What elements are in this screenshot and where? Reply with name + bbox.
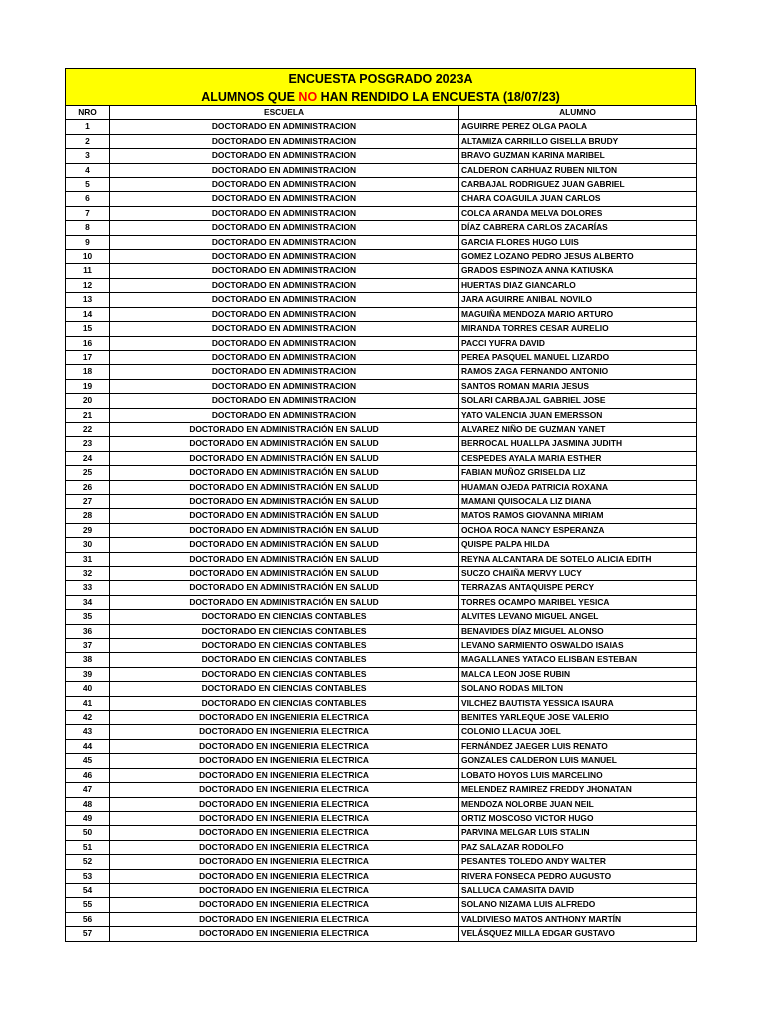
row-alumno: GOMEZ LOZANO PEDRO JESUS ALBERTO [459,250,697,264]
survey-sheet [65,68,696,942]
table-row [66,365,697,379]
row-escuela: DOCTORADO EN INGENIERIA ELECTRICA [110,883,459,897]
row-alumno: GRADOS ESPINOZA ANNA KATIUSKA [459,264,697,278]
table-row [66,552,697,566]
table-row [66,163,697,177]
table-row [66,711,697,725]
row-escuela: DOCTORADO EN ADMINISTRACION [110,120,459,134]
row-escuela: DOCTORADO EN CIENCIAS CONTABLES [110,624,459,638]
table-row [66,466,697,480]
table-row [66,696,697,710]
row-escuela: DOCTORADO EN ADMINISTRACION [110,350,459,364]
row-alumno: SOLARI CARBAJAL GABRIEL JOSE [459,394,697,408]
row-escuela: DOCTORADO EN ADMINISTRACION [110,206,459,220]
row-escuela: DOCTORADO EN INGENIERIA ELECTRICA [110,711,459,725]
row-nro: 25 [66,466,110,480]
row-nro: 14 [66,307,110,321]
row-escuela: DOCTORADO EN CIENCIAS CONTABLES [110,682,459,696]
table-row [66,437,697,451]
table-row [66,927,697,941]
row-escuela: DOCTORADO EN INGENIERIA ELECTRICA [110,754,459,768]
row-escuela: DOCTORADO EN ADMINISTRACIÓN EN SALUD [110,567,459,581]
row-alumno: CALDERON CARHUAZ RUBEN NILTON [459,163,697,177]
table-row [66,322,697,336]
table-body [66,120,697,941]
row-nro: 47 [66,783,110,797]
row-alumno: YATO VALENCIA JUAN EMERSSON [459,408,697,422]
row-alumno: REYNA ALCANTARA DE SOTELO ALICIA EDITH [459,552,697,566]
table-row [66,610,697,624]
table-row [66,883,697,897]
row-escuela: DOCTORADO EN ADMINISTRACION [110,379,459,393]
table-row [66,509,697,523]
row-alumno: QUISPE PALPA HILDA [459,538,697,552]
row-escuela: DOCTORADO EN ADMINISTRACION [110,336,459,350]
row-escuela: DOCTORADO EN INGENIERIA ELECTRICA [110,797,459,811]
row-alumno: ORTIZ MOSCOSO VICTOR HUGO [459,811,697,825]
students-table [65,105,697,942]
title-banner [65,68,696,106]
title-line-2-post: HAN RENDIDO LA ENCUESTA (18/07/23) [317,90,560,104]
table-row [66,178,697,192]
row-alumno: COLONIO LLACUA JOEL [459,725,697,739]
row-escuela: DOCTORADO EN ADMINISTRACION [110,365,459,379]
row-alumno: MATOS RAMOS GIOVANNA MIRIAM [459,509,697,523]
table-row [66,480,697,494]
table-row [66,206,697,220]
row-alumno: PAZ SALAZAR RODOLFO [459,840,697,854]
row-escuela: DOCTORADO EN CIENCIAS CONTABLES [110,639,459,653]
table-row [66,250,697,264]
row-escuela: DOCTORADO EN ADMINISTRACION [110,192,459,206]
table-row [66,624,697,638]
row-nro: 3 [66,149,110,163]
row-alumno: CARBAJAL RODRIGUEZ JUAN GABRIEL [459,178,697,192]
row-alumno: VALDIVIESO MATOS ANTHONY MARTÍN [459,912,697,926]
table-row [66,394,697,408]
row-escuela: DOCTORADO EN INGENIERIA ELECTRICA [110,840,459,854]
table-row [66,149,697,163]
row-escuela: DOCTORADO EN CIENCIAS CONTABLES [110,696,459,710]
row-escuela: DOCTORADO EN ADMINISTRACION [110,221,459,235]
row-escuela: DOCTORADO EN ADMINISTRACIÓN EN SALUD [110,466,459,480]
row-escuela: DOCTORADO EN CIENCIAS CONTABLES [110,610,459,624]
row-nro: 44 [66,739,110,753]
table-row [66,278,697,292]
row-nro: 4 [66,163,110,177]
table-row [66,192,697,206]
table-row [66,221,697,235]
row-alumno: SOLANO RODAS MILTON [459,682,697,696]
row-nro: 11 [66,264,110,278]
table-row [66,826,697,840]
row-alumno: SANTOS ROMAN MARIA JESUS [459,379,697,393]
row-escuela: DOCTORADO EN ADMINISTRACION [110,307,459,321]
row-alumno: CHARA COAGUILA JUAN CARLOS [459,192,697,206]
row-nro: 5 [66,178,110,192]
row-escuela: DOCTORADO EN ADMINISTRACION [110,235,459,249]
row-alumno: COLCA ARANDA MELVA DOLORES [459,206,697,220]
table-row [66,120,697,134]
table-row [66,783,697,797]
row-alumno: HUERTAS DIAZ GIANCARLO [459,278,697,292]
row-nro: 53 [66,869,110,883]
table-row [66,739,697,753]
table-row [66,235,697,249]
table-row [66,264,697,278]
table-row [66,768,697,782]
table-header-row [66,106,697,120]
row-nro: 27 [66,494,110,508]
row-nro: 42 [66,711,110,725]
row-escuela: DOCTORADO EN ADMINISTRACIÓN EN SALUD [110,480,459,494]
title-line-2-pre: ALUMNOS QUE [201,90,299,104]
row-escuela: DOCTORADO EN ADMINISTRACIÓN EN SALUD [110,595,459,609]
row-escuela: DOCTORADO EN INGENIERIA ELECTRICA [110,783,459,797]
row-nro: 26 [66,480,110,494]
row-nro: 49 [66,811,110,825]
row-escuela: DOCTORADO EN INGENIERIA ELECTRICA [110,855,459,869]
row-nro: 41 [66,696,110,710]
row-alumno: GARCIA FLORES HUGO LUIS [459,235,697,249]
row-alumno: MAMANI QUISOCALA LIZ DIANA [459,494,697,508]
row-nro: 52 [66,855,110,869]
row-nro: 8 [66,221,110,235]
row-nro: 36 [66,624,110,638]
row-nro: 48 [66,797,110,811]
row-alumno: MALCA LEON JOSE RUBIN [459,667,697,681]
row-alumno: VILCHEZ BAUTISTA YESSICA ISAURA [459,696,697,710]
table-row [66,667,697,681]
row-escuela: DOCTORADO EN ADMINISTRACIÓN EN SALUD [110,538,459,552]
row-nro: 55 [66,898,110,912]
row-nro: 30 [66,538,110,552]
row-nro: 35 [66,610,110,624]
row-escuela: DOCTORADO EN ADMINISTRACION [110,278,459,292]
row-escuela: DOCTORADO EN ADMINISTRACION [110,408,459,422]
row-nro: 28 [66,509,110,523]
row-escuela: DOCTORADO EN ADMINISTRACION [110,149,459,163]
row-alumno: JARA AGUIRRE ANIBAL NOVILO [459,293,697,307]
row-alumno: GONZALES CALDERON LUIS MANUEL [459,754,697,768]
row-alumno: BENITES YARLEQUE JOSE VALERIO [459,711,697,725]
row-nro: 12 [66,278,110,292]
row-nro: 19 [66,379,110,393]
row-alumno: FABIAN MUÑOZ GRISELDA LIZ [459,466,697,480]
row-escuela: DOCTORADO EN INGENIERIA ELECTRICA [110,898,459,912]
row-escuela: DOCTORADO EN ADMINISTRACIÓN EN SALUD [110,437,459,451]
table-row [66,494,697,508]
row-nro: 57 [66,927,110,941]
row-nro: 21 [66,408,110,422]
row-alumno: CESPEDES AYALA MARIA ESTHER [459,451,697,465]
row-nro: 56 [66,912,110,926]
row-alumno: MENDOZA NOLORBE JUAN NEIL [459,797,697,811]
table-row [66,134,697,148]
table-row [66,898,697,912]
row-alumno: PACCI YUFRA DAVID [459,336,697,350]
row-nro: 29 [66,523,110,537]
row-alumno: PESANTES TOLEDO ANDY WALTER [459,855,697,869]
row-nro: 2 [66,134,110,148]
row-alumno: OCHOA ROCA NANCY ESPERANZA [459,523,697,537]
row-escuela: DOCTORADO EN INGENIERIA ELECTRICA [110,811,459,825]
row-alumno: ALTAMIZA CARRILLO GISELLA BRUDY [459,134,697,148]
table-row [66,567,697,581]
row-nro: 13 [66,293,110,307]
row-escuela: DOCTORADO EN CIENCIAS CONTABLES [110,653,459,667]
row-nro: 7 [66,206,110,220]
row-escuela: DOCTORADO EN ADMINISTRACION [110,293,459,307]
title-line-1: ENCUESTA POSGRADO 2023A [288,72,473,86]
row-escuela: DOCTORADO EN ADMINISTRACIÓN EN SALUD [110,523,459,537]
row-nro: 31 [66,552,110,566]
row-escuela: DOCTORADO EN ADMINISTRACIÓN EN SALUD [110,494,459,508]
row-nro: 20 [66,394,110,408]
table-row [66,523,697,537]
title-line-2 [66,88,695,106]
table-row [66,538,697,552]
row-nro: 34 [66,595,110,609]
row-nro: 54 [66,883,110,897]
table-row [66,869,697,883]
row-alumno: BERROCAL HUALLPA JASMINA JUDITH [459,437,697,451]
table-row [66,639,697,653]
row-alumno: BRAVO GUZMAN KARINA MARIBEL [459,149,697,163]
row-escuela: DOCTORADO EN ADMINISTRACION [110,264,459,278]
row-escuela: DOCTORADO EN INGENIERIA ELECTRICA [110,768,459,782]
table-row [66,840,697,854]
row-escuela: DOCTORADO EN ADMINISTRACIÓN EN SALUD [110,509,459,523]
row-alumno: ALVAREZ NIÑO DE GUZMAN YANET [459,422,697,436]
header-alumno: ALUMNO [459,106,697,120]
table-row [66,581,697,595]
row-nro: 46 [66,768,110,782]
row-alumno: SUCZO CHAIÑA MERVY LUCY [459,567,697,581]
row-nro: 9 [66,235,110,249]
row-escuela: DOCTORADO EN ADMINISTRACIÓN EN SALUD [110,422,459,436]
row-escuela: DOCTORADO EN ADMINISTRACION [110,178,459,192]
row-alumno: DÍAZ CABRERA CARLOS ZACARÍAS [459,221,697,235]
table-row [66,797,697,811]
row-escuela: DOCTORADO EN ADMINISTRACION [110,250,459,264]
row-alumno: ALVITES LEVANO MIGUEL ANGEL [459,610,697,624]
row-alumno: TORRES OCAMPO MARIBEL YESICA [459,595,697,609]
table-row [66,307,697,321]
row-nro: 24 [66,451,110,465]
row-alumno: RIVERA FONSECA PEDRO AUGUSTO [459,869,697,883]
table-row [66,379,697,393]
table-row [66,408,697,422]
row-nro: 43 [66,725,110,739]
row-alumno: VELÁSQUEZ MILLA EDGAR GUSTAVO [459,927,697,941]
row-alumno: MIRANDA TORRES CESAR AURELIO [459,322,697,336]
row-alumno: RAMOS ZAGA FERNANDO ANTONIO [459,365,697,379]
row-nro: 18 [66,365,110,379]
row-alumno: TERRAZAS ANTAQUISPE PERCY [459,581,697,595]
row-alumno: LEVANO SARMIENTO OSWALDO ISAIAS [459,639,697,653]
row-alumno: FERNÁNDEZ JAEGER LUIS RENATO [459,739,697,753]
table-row [66,595,697,609]
row-escuela: DOCTORADO EN CIENCIAS CONTABLES [110,667,459,681]
row-alumno: SALLUCA CAMASITA DAVID [459,883,697,897]
table-row [66,754,697,768]
row-escuela: DOCTORADO EN ADMINISTRACION [110,322,459,336]
row-escuela: DOCTORADO EN INGENIERIA ELECTRICA [110,912,459,926]
row-nro: 22 [66,422,110,436]
row-nro: 45 [66,754,110,768]
row-nro: 33 [66,581,110,595]
row-escuela: DOCTORADO EN ADMINISTRACION [110,134,459,148]
row-alumno: HUAMAN OJEDA PATRICIA ROXANA [459,480,697,494]
row-nro: 37 [66,639,110,653]
row-nro: 40 [66,682,110,696]
row-nro: 32 [66,567,110,581]
row-nro: 51 [66,840,110,854]
row-escuela: DOCTORADO EN ADMINISTRACIÓN EN SALUD [110,451,459,465]
row-nro: 38 [66,653,110,667]
table-row [66,725,697,739]
row-escuela: DOCTORADO EN INGENIERIA ELECTRICA [110,927,459,941]
row-nro: 10 [66,250,110,264]
table-row [66,350,697,364]
table-row [66,653,697,667]
row-nro: 15 [66,322,110,336]
row-alumno: PEREA PASQUEL MANUEL LIZARDO [459,350,697,364]
row-nro: 16 [66,336,110,350]
row-escuela: DOCTORADO EN ADMINISTRACION [110,394,459,408]
row-escuela: DOCTORADO EN INGENIERIA ELECTRICA [110,826,459,840]
table-row [66,422,697,436]
row-escuela: DOCTORADO EN INGENIERIA ELECTRICA [110,869,459,883]
table-row [66,451,697,465]
row-nro: 17 [66,350,110,364]
table-row [66,336,697,350]
row-escuela: DOCTORADO EN ADMINISTRACIÓN EN SALUD [110,552,459,566]
row-escuela: DOCTORADO EN INGENIERIA ELECTRICA [110,739,459,753]
row-nro: 39 [66,667,110,681]
row-alumno: LOBATO HOYOS LUIS MARCELINO [459,768,697,782]
table-row [66,855,697,869]
title-no-highlight: NO [298,90,318,104]
row-alumno: PARVINA MELGAR LUIS STALIN [459,826,697,840]
row-escuela: DOCTORADO EN ADMINISTRACION [110,163,459,177]
row-nro: 6 [66,192,110,206]
row-nro: 23 [66,437,110,451]
header-nro: NRO [66,106,110,120]
row-alumno: MAGALLANES YATACO ELISBAN ESTEBAN [459,653,697,667]
header-escuela: ESCUELA [110,106,459,120]
table-row [66,293,697,307]
row-escuela: DOCTORADO EN ADMINISTRACIÓN EN SALUD [110,581,459,595]
table-row [66,682,697,696]
row-alumno: SOLANO NIZAMA LUIS ALFREDO [459,898,697,912]
row-alumno: MELENDEZ RAMIREZ FREDDY JHONATAN [459,783,697,797]
row-nro: 50 [66,826,110,840]
row-alumno: MAGUIÑA MENDOZA MARIO ARTURO [459,307,697,321]
row-escuela: DOCTORADO EN INGENIERIA ELECTRICA [110,725,459,739]
row-alumno: AGUIRRE PEREZ OLGA PAOLA [459,120,697,134]
row-alumno: BENAVIDES DÍAZ MIGUEL ALONSO [459,624,697,638]
table-row [66,811,697,825]
row-nro: 1 [66,120,110,134]
table-row [66,912,697,926]
